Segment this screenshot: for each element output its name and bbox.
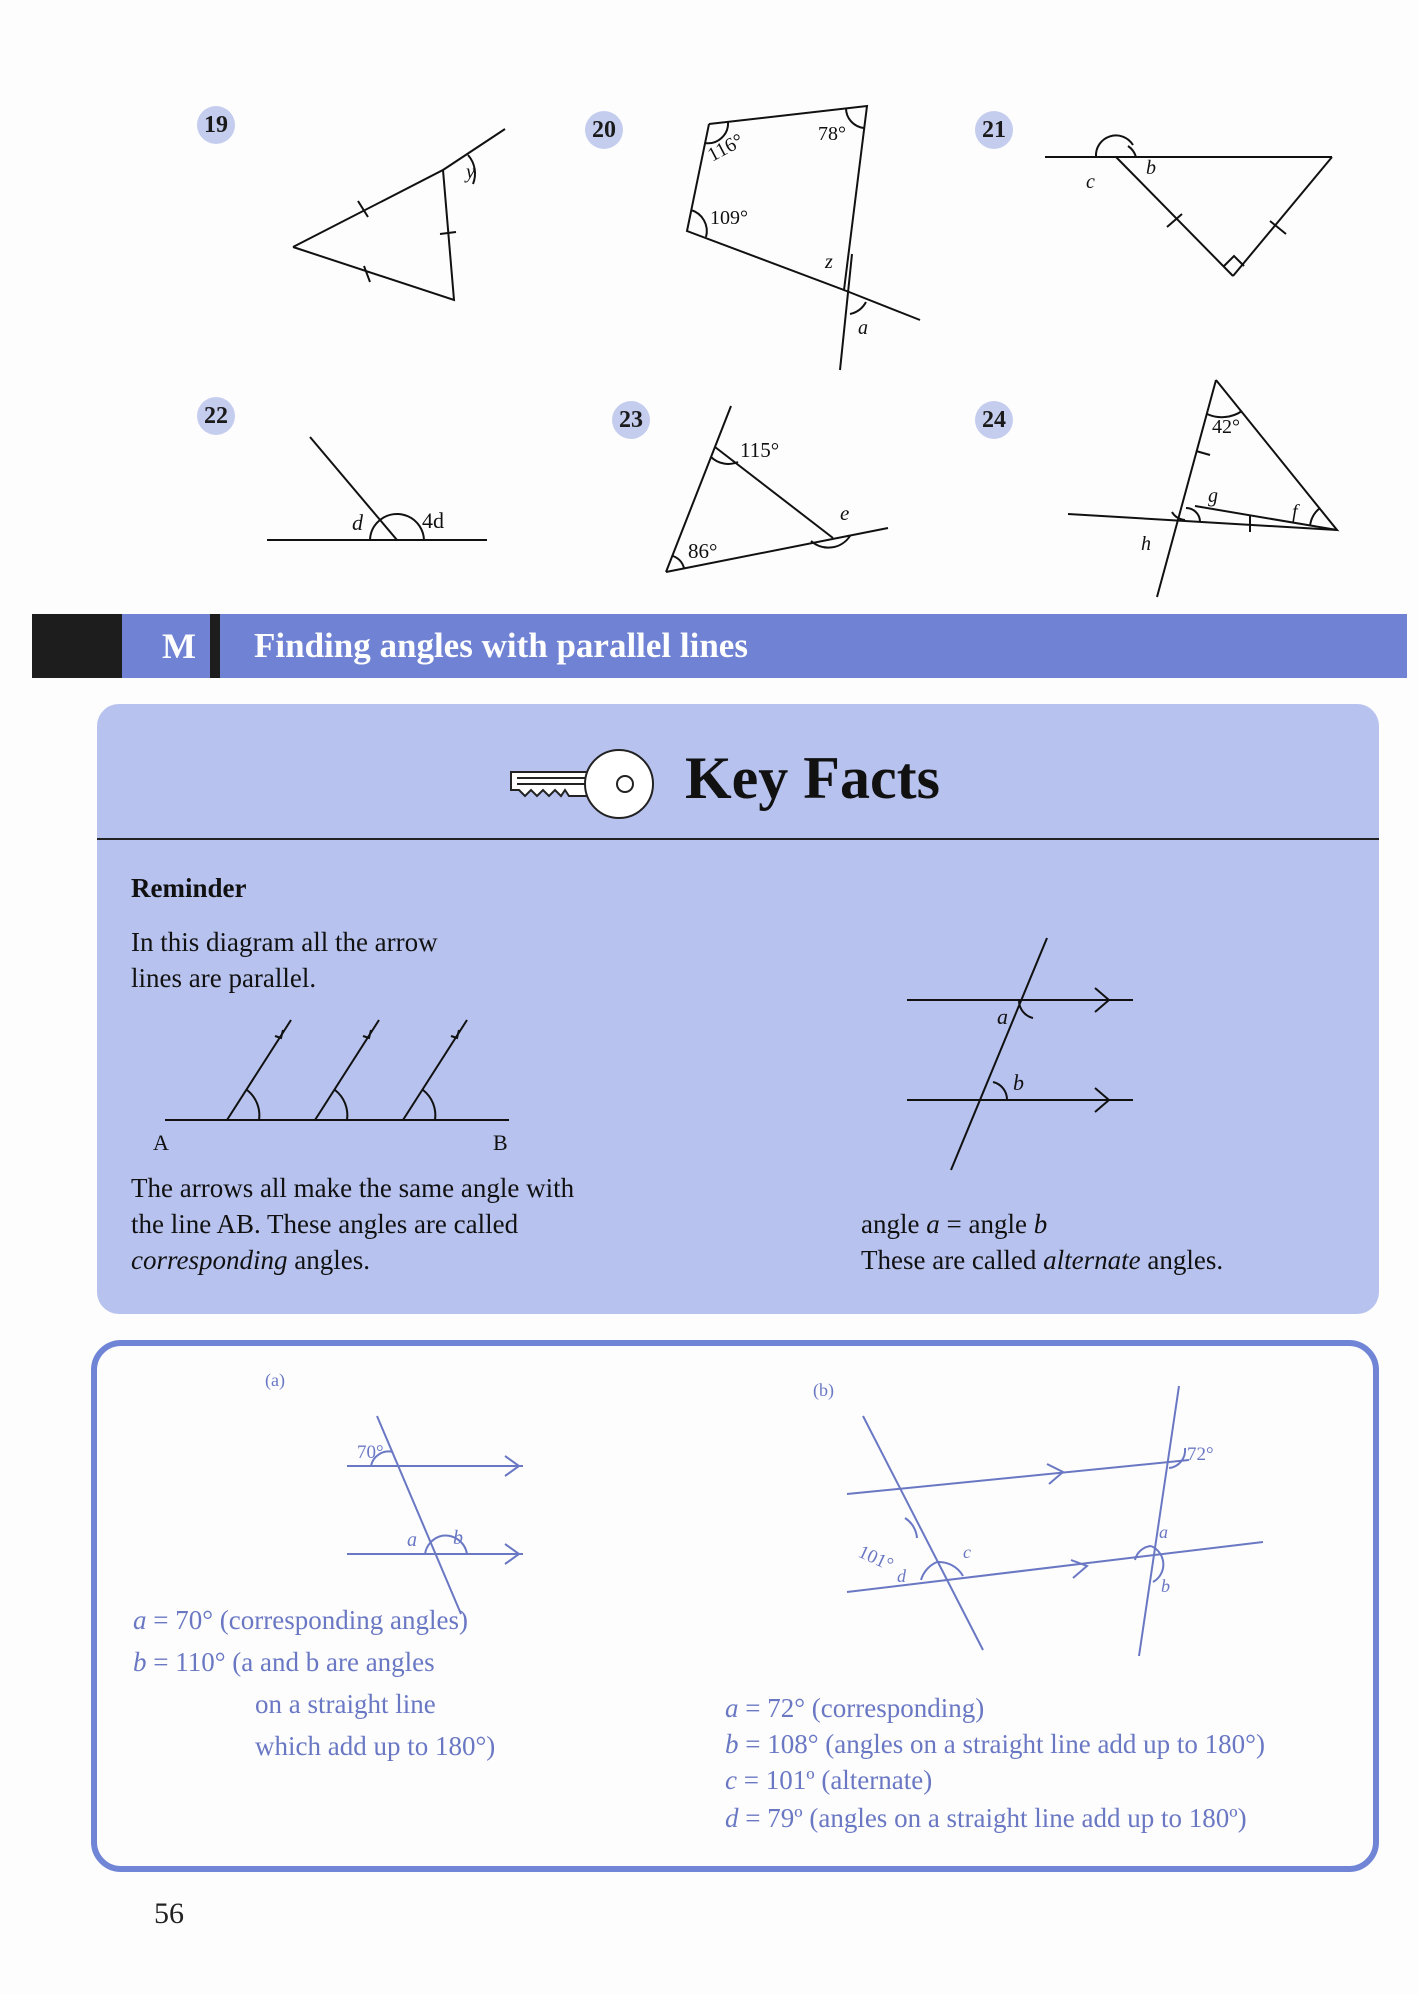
- label-d: d: [352, 510, 363, 535]
- angle-115: 115°: [740, 438, 780, 462]
- page-number: 56: [154, 1897, 184, 1930]
- example-a-label-b: b: [453, 1527, 463, 1549]
- alternate-text: These are called alternate angles.: [861, 1245, 1224, 1275]
- question-number-24: 24: [975, 401, 1013, 439]
- angle-42: 42°: [1212, 416, 1240, 438]
- angle-116: 116°: [704, 129, 748, 167]
- label-f: f: [1292, 501, 1298, 523]
- question-number-21: 21: [975, 111, 1013, 149]
- label-b: b: [1146, 157, 1156, 179]
- example-b-label-b: b: [1161, 1576, 1170, 1596]
- example-b-line-3: c = 101º (alternate): [725, 1765, 933, 1795]
- triangle-diagram-19: [293, 129, 505, 300]
- example-a-angle-70: 70°: [357, 1442, 384, 1463]
- angle-diagram-22: [267, 437, 487, 540]
- corresponding-word: corresponding: [131, 1245, 288, 1275]
- example-a-line-4: which add up to 180°): [255, 1731, 496, 1761]
- example-b-line-1: a = 72° (corresponding): [725, 1693, 985, 1723]
- label-4d: 4d: [422, 508, 444, 533]
- alternate-label-b: b: [1013, 1070, 1024, 1095]
- triangle-diagram-21: [1045, 135, 1332, 276]
- reminder-heading: Reminder: [131, 873, 247, 903]
- key-icon: [507, 744, 657, 824]
- section-tab: [32, 614, 122, 678]
- angle-78: 78°: [818, 123, 846, 145]
- corresponding-text-3: [131, 1242, 370, 1278]
- example-b-diagram: [813, 1380, 1277, 1686]
- angle-109: 109°: [710, 207, 748, 229]
- example-a-line-2: b = 110° (a and b are angles: [133, 1647, 435, 1677]
- example-b-tag: (b): [813, 1380, 834, 1400]
- example-a-tag: (a): [265, 1370, 285, 1390]
- reminder-text-2: lines are parallel.: [131, 963, 317, 993]
- section-letter: M: [122, 614, 220, 678]
- section-header: [32, 614, 1407, 678]
- section-title: Finding angles with parallel lines: [254, 626, 748, 665]
- reminder-text-1: In this diagram all the arrow: [131, 927, 438, 957]
- label-e: e: [840, 501, 850, 525]
- corresponding-diagram: [147, 1000, 567, 1160]
- point-a-label: A: [153, 1130, 169, 1155]
- alternate-label-a: a: [997, 1004, 1008, 1029]
- question-number-22: 22: [197, 397, 235, 435]
- example-a-line-1: a = 70° (corresponding angles): [133, 1605, 468, 1635]
- question-number-19: 19: [197, 106, 235, 144]
- key-facts-title: Key Facts: [685, 745, 940, 811]
- label-y: y: [466, 161, 475, 183]
- corresponding-text-1: The arrows all make the same angle with: [131, 1173, 575, 1203]
- label-z: z: [825, 251, 833, 273]
- alternate-word: alternate: [1043, 1245, 1141, 1275]
- key-facts-divider: [97, 838, 1379, 840]
- label-g: g: [1208, 485, 1218, 507]
- example-b-label-c: c: [963, 1542, 971, 1562]
- quadrilateral-diagram-20: [687, 106, 920, 370]
- example-b-label-a: a: [1159, 1522, 1168, 1542]
- question-number-23: 23: [612, 401, 650, 439]
- label-a: a: [858, 317, 868, 339]
- key-facts-panel: [97, 704, 1379, 1314]
- label-c: c: [1086, 171, 1095, 193]
- corresponding-text-2: the line AB. These angles are called: [131, 1209, 519, 1239]
- worked-example-box: [91, 1340, 1379, 1872]
- triangle-diagram-24: [1068, 380, 1337, 597]
- example-b-line-2: b = 108° (angles on a straight line add up to 180°): [725, 1729, 1265, 1759]
- question-diagrams: [0, 0, 1419, 600]
- question-number-20: 20: [585, 111, 623, 149]
- example-a-label-a: a: [407, 1529, 417, 1551]
- corresponding-suffix: angles.: [287, 1245, 370, 1275]
- example-b-angle-101: 101°: [854, 1541, 897, 1576]
- point-b-label: B: [493, 1130, 508, 1155]
- alternate-diagram: [897, 924, 1137, 1174]
- alternate-equation: angle a = angle b: [861, 1209, 1048, 1239]
- angle-86: 86°: [688, 539, 718, 563]
- example-b-line-4: d = 79º (angles on a straight line add up to 180º): [725, 1803, 1247, 1833]
- example-a-line-3: on a straight line: [255, 1689, 436, 1719]
- example-b-label-d: d: [897, 1566, 906, 1586]
- triangle-diagram-23: [666, 406, 888, 572]
- example-a-diagram: [197, 1366, 557, 1586]
- label-h: h: [1141, 533, 1151, 555]
- example-b-angle-72: 72°: [1187, 1444, 1214, 1465]
